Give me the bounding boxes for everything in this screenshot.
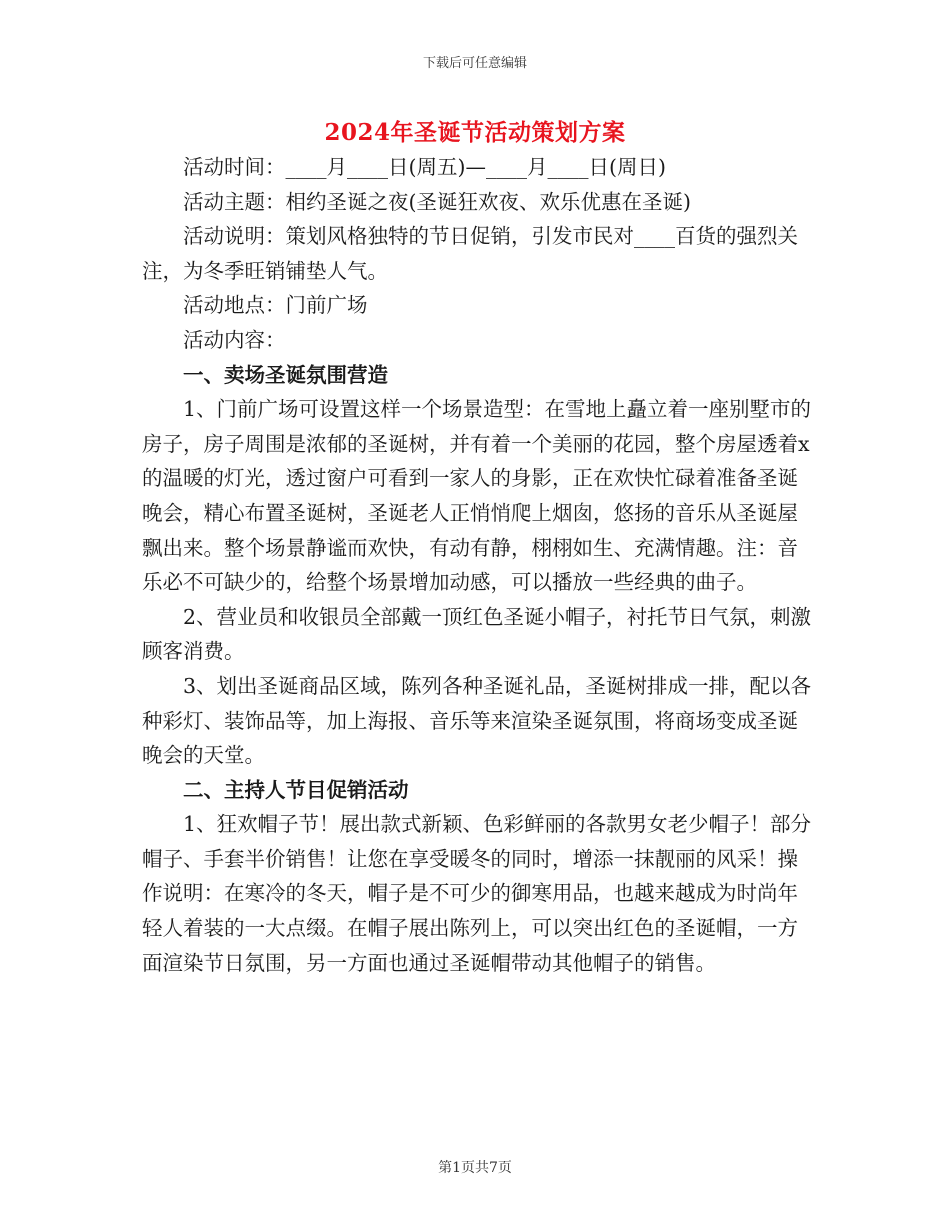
paragraph-item-1-1: 1、门前广场可设置这样一个场景造型：在雪地上矗立着一座别墅市的房子，房子周围是浓郁的圣诞树，并有着一个美丽的花园，整个房屋透着x的温暖的灯光，透过窗户可看到一家人的身影，正在欢快忙碌着准备圣诞晚会，精心布置圣诞树，圣诞老人正悄悄爬上烟囱，悠扬的音乐从圣诞屋飘出来。整个场景静谧而欢快，有动有静，栩栩如生、充满情趣。注：音乐必不可缺少的，给整个场景增加动感，可以播放一些经典的曲子。 (142, 397, 812, 595)
paragraph-item-1-3: 3、划出圣诞商品区域，陈列各种圣诞礼品，圣诞树排成一排，配以各种彩灯、装饰品等，加上海报、音乐等来渲染圣诞氛围，将商场变成圣诞晚会的天堂。 (142, 673, 812, 768)
document-title: 2024年圣诞节活动策划方案 (324, 119, 626, 146)
paragraph-activity-description: 活动说明：策划风格独特的节日促销，引发市民对____百货的强烈关注，为冬季旺销铺垫人气。 (142, 224, 798, 283)
page-number: 第1页共7页 (438, 1160, 512, 1176)
paragraph-activity-content: 活动内容： (183, 327, 286, 352)
paragraph-activity-location: 活动地点：门前广场 (183, 293, 368, 318)
section-heading-2: 二、主持人节目促销活动 (183, 777, 409, 802)
paragraph-item-1-2: 2、营业员和收银员全部戴一顶红色圣诞小帽子，衬托节日气氛，刺激顾客消费。 (142, 604, 812, 664)
paragraph-activity-theme: 活动主题：相约圣诞之夜(圣诞狂欢夜、欢乐优惠在圣诞) (183, 189, 691, 214)
paragraph-item-2-1: 1、狂欢帽子节！展出款式新颖、色彩鲜丽的各款男女老少帽子！部分帽子、手套半价销售！让您在享受暖冬的同时，增添一抹靓丽的风采！操作说明：在寒冷的冬天，帽子是不可少的御寒用品，也越来越成为时尚年轻人着装的一大点缀。在帽子展出陈列上，可以突出红色的圣诞帽，一方面渲染节日氛围，另一方面也通过圣诞帽带动其他帽子的销售。 (142, 812, 812, 975)
header-note: 下载后可任意编辑 (422, 56, 527, 71)
document-body (142, 150, 812, 980)
section-heading-1: 一、卖场圣诞氛围营造 (183, 362, 388, 387)
paragraph-activity-time: 活动时间：____月____日(周五)—____月____日(周日) (183, 155, 666, 179)
